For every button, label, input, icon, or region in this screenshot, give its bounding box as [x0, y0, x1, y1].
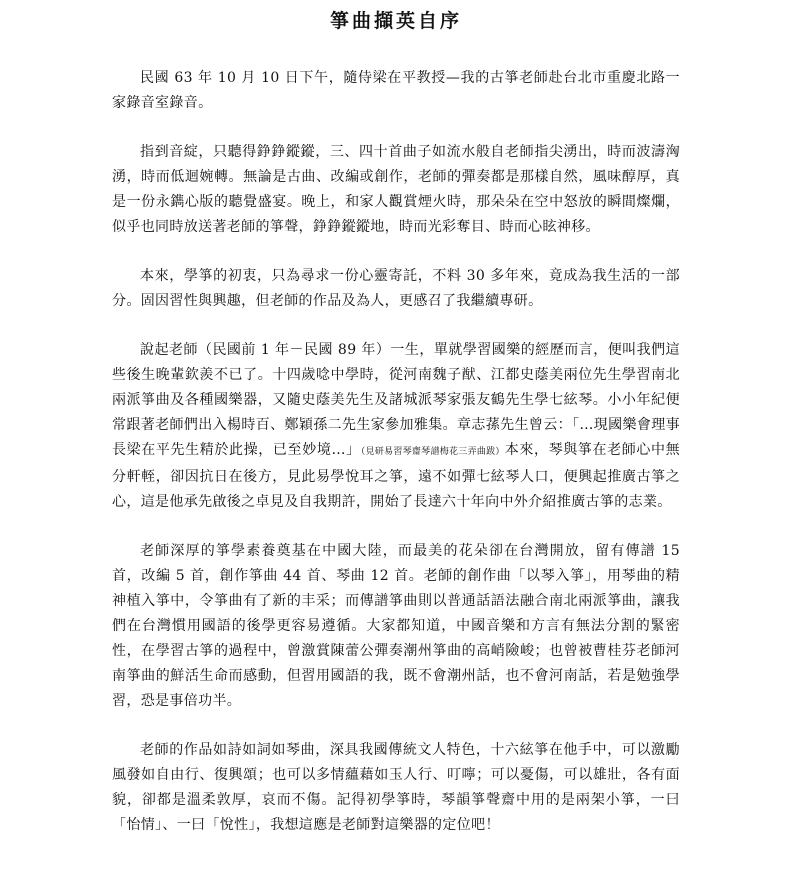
paragraph-initial-intent: 本來，學箏的初衷，只為尋求一份心靈寄託，不料 30 多年來，竟成為我生活的一部分。固因習性與興趣，但老師的作品及為人，更感召了我繼續專研。	[112, 268, 680, 309]
source-note: （見研易習琴齋琴譜梅花三弄曲跋）	[360, 447, 505, 457]
paragraph-performance: 指到音綻，只聽得錚錚鏦鏦，三、四十首曲子如流水般自老師指尖湧出，時而波濤洶湧，時而低迴婉轉。無論是古曲、改編或創作，老師的彈奏都是那樣自然，風味醇厚，真是一份永鐫心版的聽覺盛宴。晚上，和家人觀賞煙火時，那朵朵在空中怒放的瞬間燦爛，似乎也同時放送著老師的箏聲，錚錚鏦鏦地，時而光彩奪目、時而心眩神移。	[112, 144, 680, 235]
paragraph-teacher-life-text-after: 本來，琴與箏在老師心中無分軒輊，卻因抗日在後方，見此易學悅耳之箏，遠不如彈七絃琴人口，便興起推廣古箏之心，這是他承先啟後之卓見及自我期許，開始了長達六十年向中外介紹推廣古箏的志業。	[112, 442, 680, 510]
paragraph-works-character: 老師的作品如詩如詞如琴曲，深具我國傳統文人特色，十六絃箏在他手中，可以激勵風發如自由行、復興頌；也可以多情蘊藉如玉人行、叮嚀；可以憂傷，可以雄壯，各有面貌，卻都是溫柔敦厚，哀而不傷。記得初學箏時，琴韻箏聲齋中用的是兩架小箏，一曰「怡情」、一曰「悅性」，我想這應是老師對這樂器的定位吧！	[112, 742, 680, 833]
paragraph-teacher-life	[112, 338, 680, 515]
paragraph-repertoire: 老師深厚的箏學素養奠基在中國大陸，而最美的花朵卻在台灣開放，留有傳譜 15 首，改編 5 首，創作箏曲 44 首、琴曲 12 首。老師的創作曲「以琴入箏」，用琴曲的精神植入箏中，令箏曲有了新的丰采；而傳譜箏曲則以普通話語法融合南北兩派箏曲，讓我們在台灣慣用國語的後學更容易遵循。大家都知道，中國音樂和方言有無法分割的緊密性，在學習古箏的過程中，曾激賞陳蕾公彈奏潮州箏曲的高峭險峻；也曾被曹桂芬老師河南箏曲的鮮活生命而感動，但習用國語的我，既不會潮州話，也不會河南話，若是勉強學習，恐是事倍功半。	[112, 543, 680, 709]
paragraph-teacher-life-text-before: 說起老師（民國前 1 年－民國 89 年）一生，單就學習國樂的經歷而言，便叫我們這些後生晚輩欽羨不已了。十四歲唸中學時，從河南魏子猷、江都史蔭美兩位先生學習南北兩派箏曲及各種國樂器，又隨史蔭美先生及諸城派琴家張友鶴先生學七絃琴。小小年紀便常跟著老師們出入楊時百、鄭穎孫二先生家參加雅集。章志蓀先生曾云：「…現國樂會理事長梁在平先生精於此操，已至妙境…」	[112, 342, 680, 458]
document-title: 箏曲擷英自序	[329, 10, 462, 32]
paragraph-recording: 民國 63 年 10 月 10 日下午，隨侍梁在平教授—我的古箏老師赴台北市重慶北路一家錄音室錄音。	[112, 70, 680, 111]
